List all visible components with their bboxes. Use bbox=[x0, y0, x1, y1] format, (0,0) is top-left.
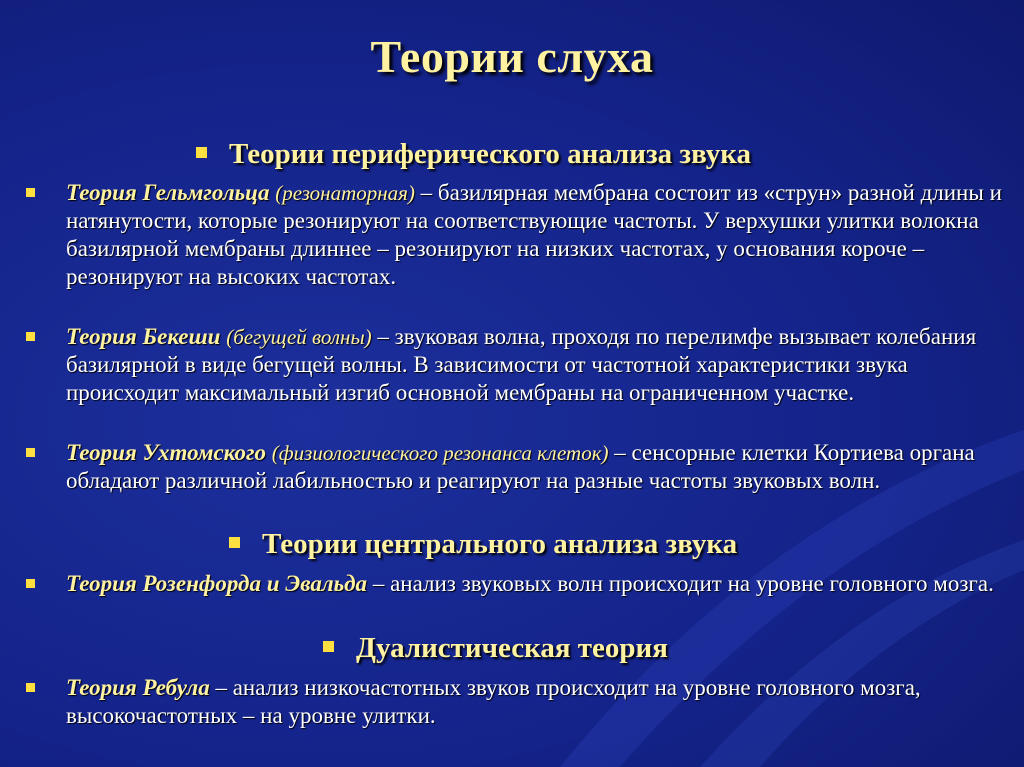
theory-description: – анализ звуковых волн происходит на уровне головного мозга. bbox=[367, 571, 994, 596]
theory-name: Теория Ребула bbox=[66, 675, 210, 700]
section-heading-central bbox=[229, 528, 737, 561]
theory-subtitle: (резонаторная) bbox=[275, 181, 415, 205]
square-bullet-icon bbox=[26, 579, 35, 588]
square-bullet-icon bbox=[196, 147, 207, 158]
square-bullet-icon bbox=[26, 683, 35, 692]
list-item-helmholtz bbox=[66, 179, 1011, 291]
square-bullet-icon bbox=[26, 332, 35, 341]
section-heading-label: Дуалистическая теория bbox=[356, 632, 668, 664]
list-item-rosenford-ewald bbox=[66, 570, 1011, 598]
section-heading-peripheral bbox=[196, 138, 751, 171]
theory-description: – базилярная мембрана состоит из «струн» разной длины и натянутости, которые резонируют на соответствующие частоты. У верхушки улитки волокна базилярной мембраны длиннее – резонируют на низких частотах, у основания короче – резонируют на высоких частотах. bbox=[66, 180, 1002, 289]
list-item-rebul bbox=[66, 674, 1011, 730]
list-item-ukhtomsky bbox=[66, 439, 1011, 495]
section-heading-label: Теории периферического анализа звука bbox=[229, 138, 752, 170]
theory-description: – звуковая волна, проходя по перелимфе вызывает колебания базилярной в виде бегущей волны. В зависимости от частотной характеристики звука происходит максимальный изгиб основной мембраны на ограниченном участке. bbox=[66, 324, 977, 405]
section-heading-label: Теории центрального анализа звука bbox=[262, 528, 738, 560]
theory-name: Теория Бекеши bbox=[66, 324, 221, 349]
theory-subtitle: (бегущей волны) bbox=[226, 325, 372, 349]
theory-subtitle: (физиологического резонанса клеток) bbox=[271, 441, 609, 465]
section-heading-dualistic bbox=[323, 632, 668, 665]
theory-name: Теория Гельмгольца bbox=[66, 180, 270, 205]
theory-name: Теория Розенфорда и Эвальда bbox=[66, 571, 368, 596]
square-bullet-icon bbox=[26, 188, 35, 197]
list-item-bekesy bbox=[66, 323, 1011, 407]
square-bullet-icon bbox=[229, 537, 240, 548]
slide-title: Теории слуха bbox=[370, 31, 654, 82]
theory-description: – сенсорные клетки Кортиева органа обладают различной лабильностью и реагируют на разные частоты звуковых волн. bbox=[66, 440, 975, 493]
theory-name: Теория Ухтомского bbox=[66, 440, 266, 465]
square-bullet-icon bbox=[26, 448, 35, 457]
square-bullet-icon bbox=[323, 641, 334, 652]
theory-description: – анализ низкочастотных звуков происходит на уровне головного мозга, высокочастотных – на уровне улитки. bbox=[66, 675, 921, 728]
